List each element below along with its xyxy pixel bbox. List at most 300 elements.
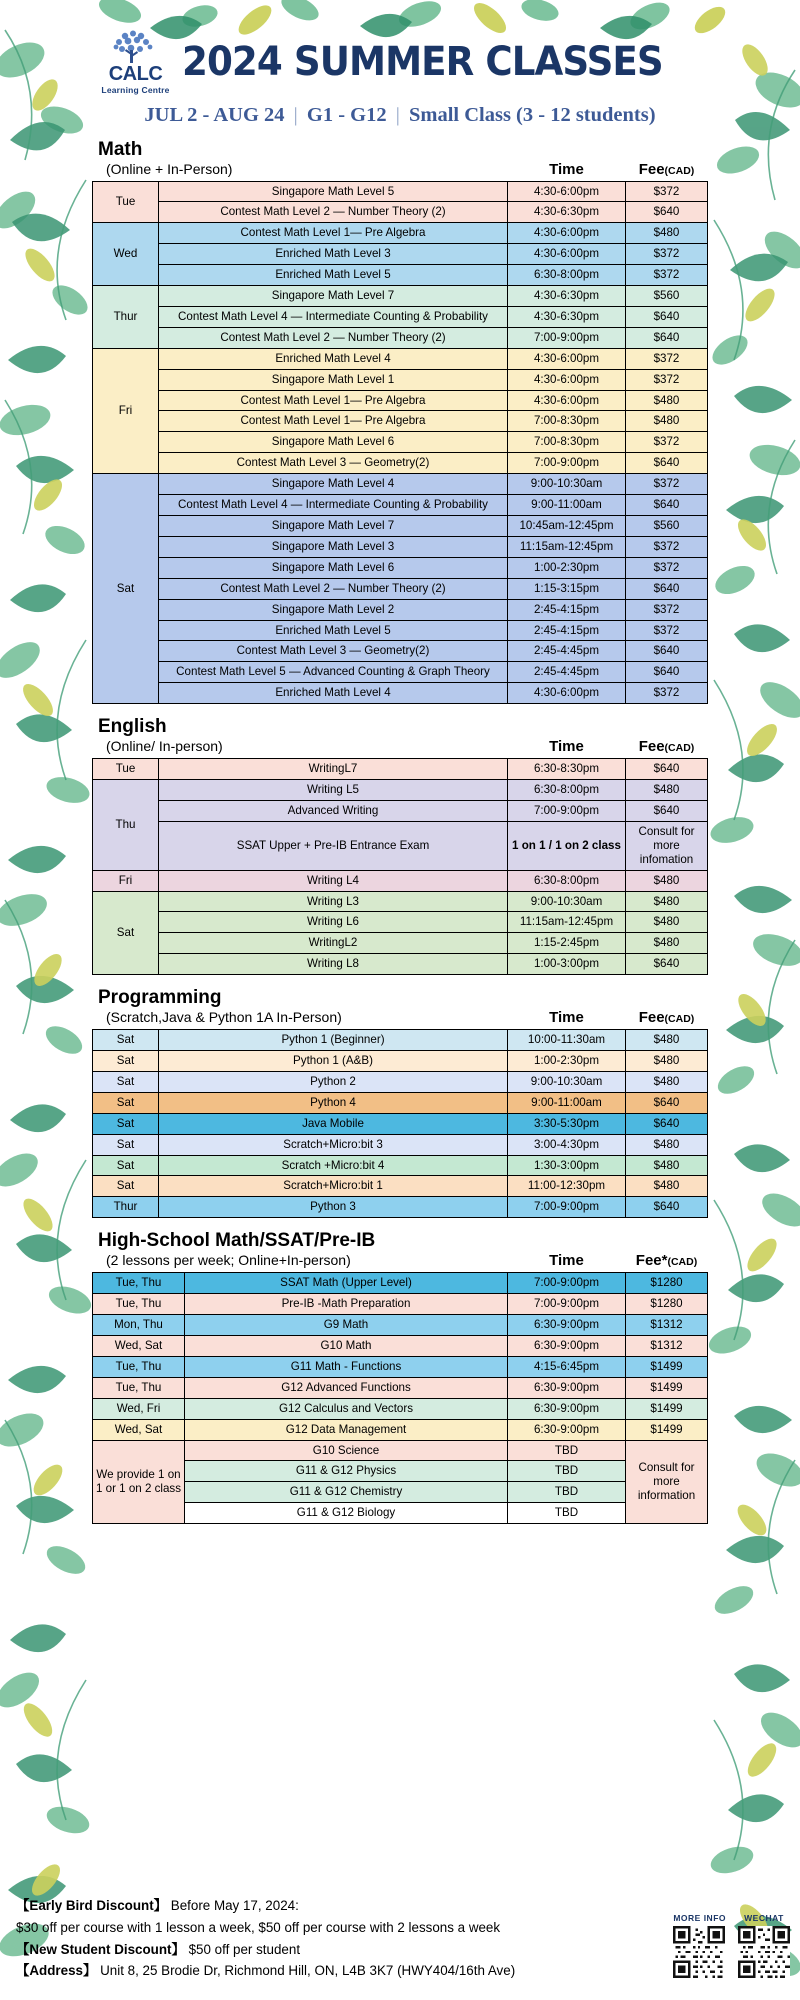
- table-row: [93, 1113, 708, 1134]
- header: [92, 0, 708, 127]
- time-cell: 9:00-10:30am: [508, 891, 626, 912]
- time-cell: 6:30-9:00pm: [508, 1398, 626, 1419]
- table-row: [93, 1176, 708, 1197]
- fee-cell: $560: [626, 516, 708, 537]
- course-cell: G11 & G12 Biology: [185, 1503, 508, 1524]
- flyer-content: [92, 0, 708, 2000]
- footer-line-label: 【New Student Discount】: [16, 1941, 185, 1957]
- course-cell: Enriched Math Level 3: [159, 244, 508, 265]
- fee-cell: $372: [626, 599, 708, 620]
- qr-codes: [673, 1913, 790, 1978]
- leaf-border-right: [708, 0, 800, 2000]
- subtitle-grades: G1 - G12: [306, 103, 387, 126]
- course-cell: Singapore Math Level 3: [159, 536, 508, 557]
- time-cell: 7:00-9:00pm: [508, 1197, 626, 1218]
- table-row: [93, 759, 708, 780]
- column-header-fee-unit: (CAD): [664, 742, 695, 755]
- logo-tagline: Learning Centre: [101, 85, 170, 95]
- fee-cell: $480: [626, 1134, 708, 1155]
- table-row: [93, 1071, 708, 1092]
- course-cell: G9 Math: [185, 1315, 508, 1336]
- course-cell: Pre-IB -Math Preparation: [185, 1294, 508, 1315]
- column-header-fee: [620, 1009, 714, 1026]
- fee-cell: $640: [626, 202, 708, 223]
- course-cell: Enriched Math Level 5: [159, 265, 508, 286]
- course-cell: Singapore Math Level 4: [159, 474, 508, 495]
- day-cell: Tue, Thu: [93, 1273, 185, 1294]
- course-cell: Contest Math Level 1— Pre Algebra: [159, 411, 508, 432]
- section-subtitle: (Online/ In-person): [106, 738, 223, 755]
- fee-cell: $640: [626, 453, 708, 474]
- course-cell: Singapore Math Level 7: [159, 286, 508, 307]
- day-cell: Fri: [93, 348, 159, 473]
- footer-line-label: 【Early Bird Discount】: [16, 1898, 168, 1914]
- column-header-fee: [620, 1252, 714, 1269]
- fee-cell: $372: [626, 244, 708, 265]
- time-cell: TBD: [508, 1440, 626, 1461]
- course-cell: G11 & G12 Physics: [185, 1461, 508, 1482]
- time-cell: 4:15-6:45pm: [508, 1356, 626, 1377]
- course-cell: Singapore Math Level 5: [159, 181, 508, 202]
- fee-cell: $640: [626, 327, 708, 348]
- table-row: [93, 870, 708, 891]
- course-cell: G11 Math - Functions: [185, 1356, 508, 1377]
- fee-cell: $640: [626, 1113, 708, 1134]
- table-row: [93, 620, 708, 641]
- time-cell: 7:00-9:00pm: [508, 453, 626, 474]
- column-header-fee: [620, 738, 714, 755]
- table-row: [93, 1197, 708, 1218]
- fee-cell: $1499: [626, 1419, 708, 1440]
- time-cell: 4:30-6:30pm: [508, 306, 626, 327]
- leaf-art-left: [0, 0, 92, 2000]
- course-cell: Singapore Math Level 2: [159, 599, 508, 620]
- fee-cell: $480: [626, 1030, 708, 1051]
- table-row: [93, 662, 708, 683]
- time-cell: 7:00-9:00pm: [508, 800, 626, 821]
- course-cell: Scratch+Micro:bit 1: [159, 1176, 508, 1197]
- fee-cell: $480: [626, 1176, 708, 1197]
- section-header-programming: [92, 989, 708, 1029]
- course-cell: Enriched Math Level 4: [159, 683, 508, 704]
- course-cell: G12 Calculus and Vectors: [185, 1398, 508, 1419]
- qr-more-info-image: [673, 1926, 725, 1978]
- course-cell: Advanced Writing: [159, 800, 508, 821]
- consult-fee-note: Consult for more information: [626, 1440, 708, 1524]
- course-cell: Contest Math Level 2 — Number Theory (2): [159, 327, 508, 348]
- table-row: [93, 780, 708, 801]
- section-title: Math: [98, 138, 143, 160]
- course-cell: Singapore Math Level 6: [159, 432, 508, 453]
- fee-cell: Consult for more infomation: [626, 821, 708, 870]
- table-row: [93, 348, 708, 369]
- time-cell: 1:00-2:30pm: [508, 557, 626, 578]
- table-row: [93, 578, 708, 599]
- table-row: [93, 1440, 708, 1461]
- subtitle-dates: JUL 2 - AUG 24: [144, 103, 285, 126]
- table-row: [93, 411, 708, 432]
- table-row: [93, 244, 708, 265]
- schedule-table-english: [92, 758, 708, 975]
- qr-wechat[interactable]: [738, 1913, 790, 1978]
- table-row: [93, 223, 708, 244]
- subtitle: [92, 104, 708, 127]
- course-cell: Java Mobile: [159, 1113, 508, 1134]
- table-row: [93, 453, 708, 474]
- section-header-english: [92, 718, 708, 758]
- qr-wechat-image: [738, 1926, 790, 1978]
- fee-cell: $640: [626, 1197, 708, 1218]
- table-row: [93, 821, 708, 870]
- table-row: [93, 432, 708, 453]
- course-cell: G12 Data Management: [185, 1419, 508, 1440]
- time-cell: 3:30-5:30pm: [508, 1113, 626, 1134]
- time-cell: 3:00-4:30pm: [508, 1134, 626, 1155]
- footer: [16, 1895, 790, 1982]
- table-row: [93, 265, 708, 286]
- table-row: [93, 1030, 708, 1051]
- time-cell: 9:00-10:30am: [508, 474, 626, 495]
- fee-cell: $640: [626, 759, 708, 780]
- qr-wechat-label: WECHAT: [744, 1913, 784, 1923]
- table-row: [93, 1419, 708, 1440]
- table-row: [93, 891, 708, 912]
- course-cell: Singapore Math Level 6: [159, 557, 508, 578]
- column-header-fee-label: Fee: [638, 738, 665, 756]
- course-cell: Writing L6: [159, 912, 508, 933]
- column-header-fee-unit: (CAD): [664, 164, 695, 177]
- day-cell: Sat: [93, 1030, 159, 1051]
- section-programming: [92, 989, 708, 1218]
- section-header-high-school-math-ssat-pre-ib: [92, 1232, 708, 1272]
- time-cell: 9:00-11:00am: [508, 495, 626, 516]
- table-row: [93, 1336, 708, 1357]
- table-row: [93, 557, 708, 578]
- table-row: [93, 1377, 708, 1398]
- logo-wordmark: CALC: [108, 63, 163, 85]
- day-cell: Wed, Sat: [93, 1336, 185, 1357]
- course-cell: WritingL2: [159, 933, 508, 954]
- section-high-school-math-ssat-pre-ib: [92, 1232, 708, 1524]
- fee-cell: $480: [626, 891, 708, 912]
- time-cell: 4:30-6:00pm: [508, 244, 626, 265]
- course-cell: Enriched Math Level 5: [159, 620, 508, 641]
- section-subtitle: (2 lessons per week; Online+In-person): [106, 1252, 351, 1269]
- time-cell: 1:30-3:00pm: [508, 1155, 626, 1176]
- table-row: [93, 1051, 708, 1072]
- fee-cell: $372: [626, 432, 708, 453]
- table-row: [93, 1398, 708, 1419]
- table-row: [93, 1294, 708, 1315]
- day-cell: Wed: [93, 223, 159, 286]
- subtitle-sep-1: |: [293, 103, 298, 126]
- day-cell: Fri: [93, 870, 159, 891]
- sections-container: [92, 138, 708, 1525]
- time-cell: 4:30-6:00pm: [508, 348, 626, 369]
- course-cell: Python 3: [159, 1197, 508, 1218]
- table-row: [93, 1134, 708, 1155]
- fee-cell: $480: [626, 1155, 708, 1176]
- time-cell: TBD: [508, 1482, 626, 1503]
- footer-line-text: $50 off per student: [188, 1941, 301, 1957]
- time-cell: 1:15-3:15pm: [508, 578, 626, 599]
- column-header-fee-unit: (CAD): [667, 1256, 698, 1269]
- day-cell: Tue: [93, 181, 159, 223]
- table-row: [93, 495, 708, 516]
- course-cell: G10 Math: [185, 1336, 508, 1357]
- course-cell: Writing L4: [159, 870, 508, 891]
- course-cell: Python 2: [159, 1071, 508, 1092]
- course-cell: Singapore Math Level 1: [159, 369, 508, 390]
- fee-cell: $640: [626, 495, 708, 516]
- column-header-fee-label: Fee*: [635, 1252, 668, 1270]
- course-cell: Contest Math Level 2 — Number Theory (2): [159, 578, 508, 599]
- fee-cell: $480: [626, 912, 708, 933]
- day-cell: Tue, Thu: [93, 1356, 185, 1377]
- fee-cell: $372: [626, 683, 708, 704]
- time-cell: 7:00-8:30pm: [508, 432, 626, 453]
- time-cell: 4:30-6:30pm: [508, 202, 626, 223]
- fee-cell: $640: [626, 662, 708, 683]
- leaf-border-left: [0, 0, 92, 2000]
- time-cell: 2:45-4:45pm: [508, 641, 626, 662]
- table-row: [93, 390, 708, 411]
- table-row: [93, 954, 708, 975]
- schedule-table-programming: [92, 1029, 708, 1218]
- calc-logo: [101, 30, 169, 95]
- time-cell: 1:00-2:30pm: [508, 1051, 626, 1072]
- table-row: [93, 800, 708, 821]
- fee-cell: $372: [626, 536, 708, 557]
- fee-cell: $480: [626, 390, 708, 411]
- course-cell: Writing L5: [159, 780, 508, 801]
- course-cell: Contest Math Level 5 — Advanced Counting & Graph Theory: [159, 662, 508, 683]
- fee-cell: $480: [626, 411, 708, 432]
- table-row: [93, 1356, 708, 1377]
- time-cell: 7:00-9:00pm: [508, 327, 626, 348]
- section-english: [92, 718, 708, 975]
- time-cell: 10:45am-12:45pm: [508, 516, 626, 537]
- time-cell: 6:30-8:00pm: [508, 780, 626, 801]
- qr-more-info[interactable]: [673, 1913, 726, 1978]
- table-row: [93, 1482, 708, 1503]
- time-cell: TBD: [508, 1461, 626, 1482]
- schedule-table-high-school-math-ssat-pre-ib: [92, 1272, 708, 1524]
- course-cell: Contest Math Level 2 — Number Theory (2): [159, 202, 508, 223]
- day-cell: Sat: [93, 1155, 159, 1176]
- time-cell: 6:30-9:00pm: [508, 1377, 626, 1398]
- fee-cell: $480: [626, 933, 708, 954]
- schedule-table-math: [92, 181, 708, 705]
- qr-more-info-label: MORE INFO: [673, 1913, 726, 1923]
- course-cell: Python 1 (A&B): [159, 1051, 508, 1072]
- column-header-fee-unit: (CAD): [664, 1013, 695, 1026]
- course-cell: G12 Advanced Functions: [185, 1377, 508, 1398]
- course-cell: Contest Math Level 1— Pre Algebra: [159, 390, 508, 411]
- fee-cell: $372: [626, 348, 708, 369]
- day-cell: Sat: [93, 891, 159, 975]
- fee-cell: $372: [626, 369, 708, 390]
- course-cell: Enriched Math Level 4: [159, 348, 508, 369]
- time-cell: 1 on 1 / 1 on 2 class: [508, 821, 626, 870]
- fee-cell: $1499: [626, 1377, 708, 1398]
- time-cell: 6:30-8:30pm: [508, 759, 626, 780]
- fee-cell: $1280: [626, 1273, 708, 1294]
- time-cell: 9:00-10:30am: [508, 1071, 626, 1092]
- fee-cell: $1499: [626, 1398, 708, 1419]
- day-cell: Thur: [93, 286, 159, 349]
- fee-cell: $640: [626, 954, 708, 975]
- day-cell: Sat: [93, 1071, 159, 1092]
- section-title: High-School Math/SSAT/Pre-IB: [98, 1230, 376, 1252]
- fee-cell: $372: [626, 181, 708, 202]
- course-cell: G11 & G12 Chemistry: [185, 1482, 508, 1503]
- table-row: [93, 599, 708, 620]
- fee-cell: $560: [626, 286, 708, 307]
- table-row: [93, 1273, 708, 1294]
- day-cell: Sat: [93, 1092, 159, 1113]
- table-row: [93, 912, 708, 933]
- fee-cell: $1312: [626, 1315, 708, 1336]
- time-cell: 4:30-6:00pm: [508, 390, 626, 411]
- time-cell: 2:45-4:45pm: [508, 662, 626, 683]
- fee-cell: $1499: [626, 1356, 708, 1377]
- table-row: [93, 306, 708, 327]
- fee-cell: $480: [626, 1051, 708, 1072]
- table-row: [93, 641, 708, 662]
- time-cell: 1:00-3:00pm: [508, 954, 626, 975]
- footer-line-text: Before May 17, 2024:: [170, 1898, 299, 1914]
- section-title: English: [98, 716, 167, 738]
- day-cell: Mon, Thu: [93, 1315, 185, 1336]
- section-math: [92, 138, 708, 705]
- fee-cell: $640: [626, 1092, 708, 1113]
- time-cell: 6:30-9:00pm: [508, 1315, 626, 1336]
- subtitle-classsize: Small Class (3 - 12 students): [408, 103, 656, 126]
- day-cell: Sat: [93, 474, 159, 704]
- time-cell: 4:30-6:00pm: [508, 683, 626, 704]
- footer-line-text: $30 off per course with 1 lesson a week, $50 off per course with 2 lessons a week: [16, 1919, 501, 1935]
- day-cell: Tue, Thu: [93, 1294, 185, 1315]
- fee-cell: $480: [626, 780, 708, 801]
- course-cell: Scratch +Micro:bit 4: [159, 1155, 508, 1176]
- footer-line-text: Unit 8, 25 Brodie Dr, Richmond Hill, ON, L4B 3K7 (HWY404/16th Ave): [100, 1963, 516, 1979]
- table-row: [93, 181, 708, 202]
- table-row: [93, 202, 708, 223]
- fee-cell: $480: [626, 223, 708, 244]
- time-cell: 7:00-9:00pm: [508, 1273, 626, 1294]
- time-cell: 11:00-12:30pm: [508, 1176, 626, 1197]
- fee-cell: $480: [626, 1071, 708, 1092]
- section-subtitle: (Online + In-Person): [106, 160, 233, 177]
- time-cell: 6:30-9:00pm: [508, 1336, 626, 1357]
- fee-cell: $372: [626, 265, 708, 286]
- table-row: [93, 327, 708, 348]
- time-cell: 4:30-6:00pm: [508, 223, 626, 244]
- day-cell: Tue, Thu: [93, 1377, 185, 1398]
- column-header-fee-label: Fee: [638, 1009, 665, 1027]
- footer-line-label: 【Address】: [16, 1963, 97, 1979]
- time-cell: 10:00-11:30am: [508, 1030, 626, 1051]
- section-header-math: [92, 138, 708, 181]
- table-row: [93, 536, 708, 557]
- time-cell: 11:15am-12:45pm: [508, 536, 626, 557]
- fee-cell: $640: [626, 578, 708, 599]
- time-cell: 11:15am-12:45pm: [508, 912, 626, 933]
- course-cell: Contest Math Level 3 — Geometry(2): [159, 453, 508, 474]
- fee-cell: $372: [626, 557, 708, 578]
- course-cell: Python 1 (Beginner): [159, 1030, 508, 1051]
- page-title: 2024 SUMMER CLASSES: [181, 39, 663, 86]
- day-cell: Sat: [93, 1113, 159, 1134]
- brand-line: [92, 30, 708, 95]
- fee-cell: $372: [626, 620, 708, 641]
- day-cell: Wed, Fri: [93, 1398, 185, 1419]
- day-cell: Thur: [93, 1197, 159, 1218]
- day-cell: Sat: [93, 1051, 159, 1072]
- day-cell: Sat: [93, 1176, 159, 1197]
- fee-cell: $640: [626, 306, 708, 327]
- subtitle-sep-2: |: [395, 103, 400, 126]
- table-row: [93, 474, 708, 495]
- fee-cell: $1312: [626, 1336, 708, 1357]
- course-cell: Contest Math Level 3 — Geometry(2): [159, 641, 508, 662]
- time-cell: 6:30-9:00pm: [508, 1419, 626, 1440]
- time-cell: 6:30-8:00pm: [508, 265, 626, 286]
- time-cell: 4:30-6:00pm: [508, 369, 626, 390]
- course-cell: Writing L3: [159, 891, 508, 912]
- section-subtitle: (Scratch,Java & Python 1A In-Person): [106, 1009, 342, 1026]
- fee-cell: $372: [626, 474, 708, 495]
- fee-cell: $480: [626, 870, 708, 891]
- day-cell: Sat: [93, 1134, 159, 1155]
- table-row: [93, 286, 708, 307]
- day-cell: Wed, Sat: [93, 1419, 185, 1440]
- course-cell: Contest Math Level 4 — Intermediate Counting & Probability: [159, 306, 508, 327]
- time-cell: 2:45-4:15pm: [508, 599, 626, 620]
- time-cell: 6:30-8:00pm: [508, 870, 626, 891]
- time-cell: 4:30-6:30pm: [508, 286, 626, 307]
- table-row: [93, 1155, 708, 1176]
- time-cell: TBD: [508, 1503, 626, 1524]
- table-row: [93, 369, 708, 390]
- time-cell: 1:15-2:45pm: [508, 933, 626, 954]
- fee-cell: $640: [626, 641, 708, 662]
- column-header-time: Time: [549, 160, 584, 178]
- leaf-art-right: [708, 0, 800, 2000]
- column-header-fee: [620, 161, 714, 178]
- table-row: [93, 516, 708, 537]
- table-row: [93, 1315, 708, 1336]
- column-header-fee-label: Fee: [638, 160, 665, 178]
- table-row: [93, 1092, 708, 1113]
- course-cell: WritingL7: [159, 759, 508, 780]
- course-cell: Contest Math Level 4 — Intermediate Counting & Probability: [159, 495, 508, 516]
- tree-icon: [107, 30, 165, 64]
- fee-cell: $1280: [626, 1294, 708, 1315]
- time-cell: 7:00-9:00pm: [508, 1294, 626, 1315]
- table-row: [93, 1503, 708, 1524]
- course-cell: G10 Science: [185, 1440, 508, 1461]
- course-cell: Contest Math Level 1— Pre Algebra: [159, 223, 508, 244]
- course-cell: SSAT Upper + Pre-IB Entrance Exam: [159, 821, 508, 870]
- table-row: [93, 1461, 708, 1482]
- fee-cell: $640: [626, 800, 708, 821]
- consult-day-note: We provide 1 on 1 or 1 on 2 class: [93, 1440, 185, 1524]
- column-header-time: Time: [549, 738, 584, 756]
- course-cell: Scratch+Micro:bit 3: [159, 1134, 508, 1155]
- course-cell: Python 4: [159, 1092, 508, 1113]
